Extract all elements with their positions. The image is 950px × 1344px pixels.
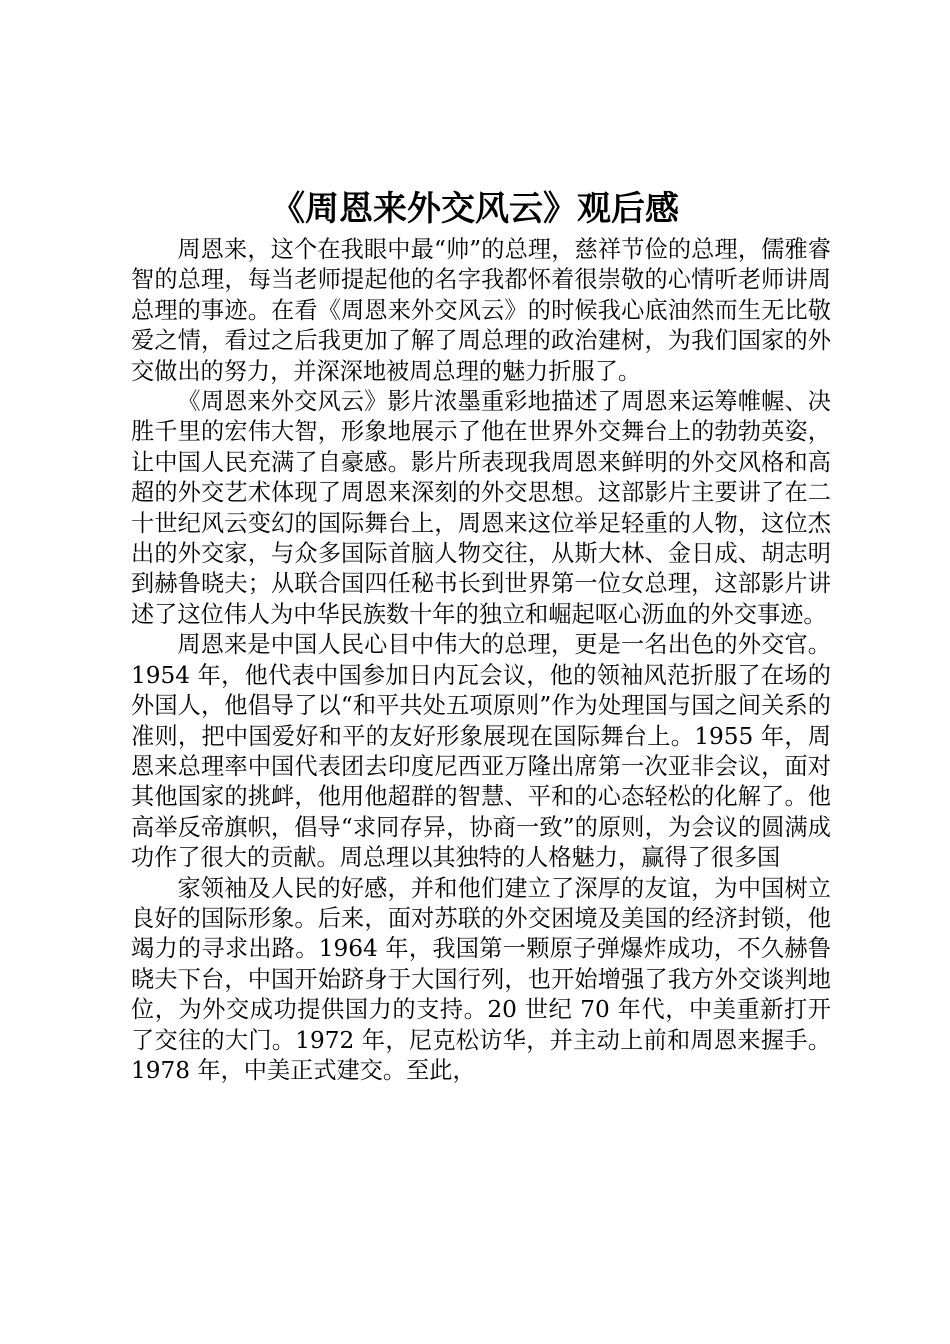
document-body <box>131 235 831 1086</box>
paragraph-1: 周恩来，这个在我眼中最“帅”的总理，慈祥节俭的总理，儒雅睿智的总理，每当老师提起他的名字我都怀着很崇敬的心情听老师讲周总理的事迹。在看《周恩来外交风云》的时候我心底油然而生无比敬爱之情，看过之后我更加了解了周总理的政治建树，为我们国家的外交做出的努力，并深深地被周总理的魅力折服了。 <box>131 236 831 385</box>
document-title: 《周恩来外交风云》观后感 <box>271 189 679 229</box>
paragraph-2: 《周恩来外交风云》影片浓墨重彩地描述了周恩来运筹帷幄、决胜千里的宏伟大智，形象地展示了他在世界外交舞台上的勃勃英姿，让中国人民充满了自豪感。影片所表现我周恩来鲜明的外交风格和高超的外交艺术体现了周恩来深刻的外交思想。这部影片主要讲了在二十世纪风云变幻的国际舞台上，周恩来这位举足轻重的人物，这位杰出的外交家，与众多国际首脑人物交往，从斯大林、金日成、胡志明到赫鲁晓夫；从联合国四任秘书长到世界第一位女总理，这部影片讲述了这位伟人为中华民族数十年的独立和崛起呕心沥血的外交事迹。 <box>131 388 831 628</box>
paragraph-4: 家领袖及人民的好感，并和他们建立了深厚的友谊，为中国树立良好的国际形象。后来，面对苏联的外交困境及美国的经济封锁，他竭力的寻求出路。1964 年，我国第一颗原子弹爆炸成功，不久赫鲁晓夫下台，中国开始跻身于大国行列，也开始增强了我方外交谈判地位，为外交成功提供国力的支持。20 世纪 70 年代，中美重新打开了交往的大门。1972 年，尼克松访华，并主动上前和周恩来握手。1978 年，中美正式建交。至此， <box>131 874 831 1084</box>
paragraph-3: 周恩来是中国人民心目中伟大的总理，更是一名出色的外交官。1954 年，他代表中国参加日内瓦会议，他的领袖风范折服了在场的外国人，他倡导了以“和平共处五项原则”作为处理国与国之间关系的准则，把中国爱好和平的友好形象展现在国际舞台上。1955 年，周恩来总理率中国代表团去印度尼西亚万隆出席第一次亚非会议，面对其他国家的挑衅，他用他超群的智慧、平和的心态轻松的化解了。他高举反帝旗帜，倡导“求同存异，协商一致”的原则，为会议的圆满成功作了很大的贡献。周总理以其独特的人格魅力，赢得了很多国 <box>131 631 831 872</box>
